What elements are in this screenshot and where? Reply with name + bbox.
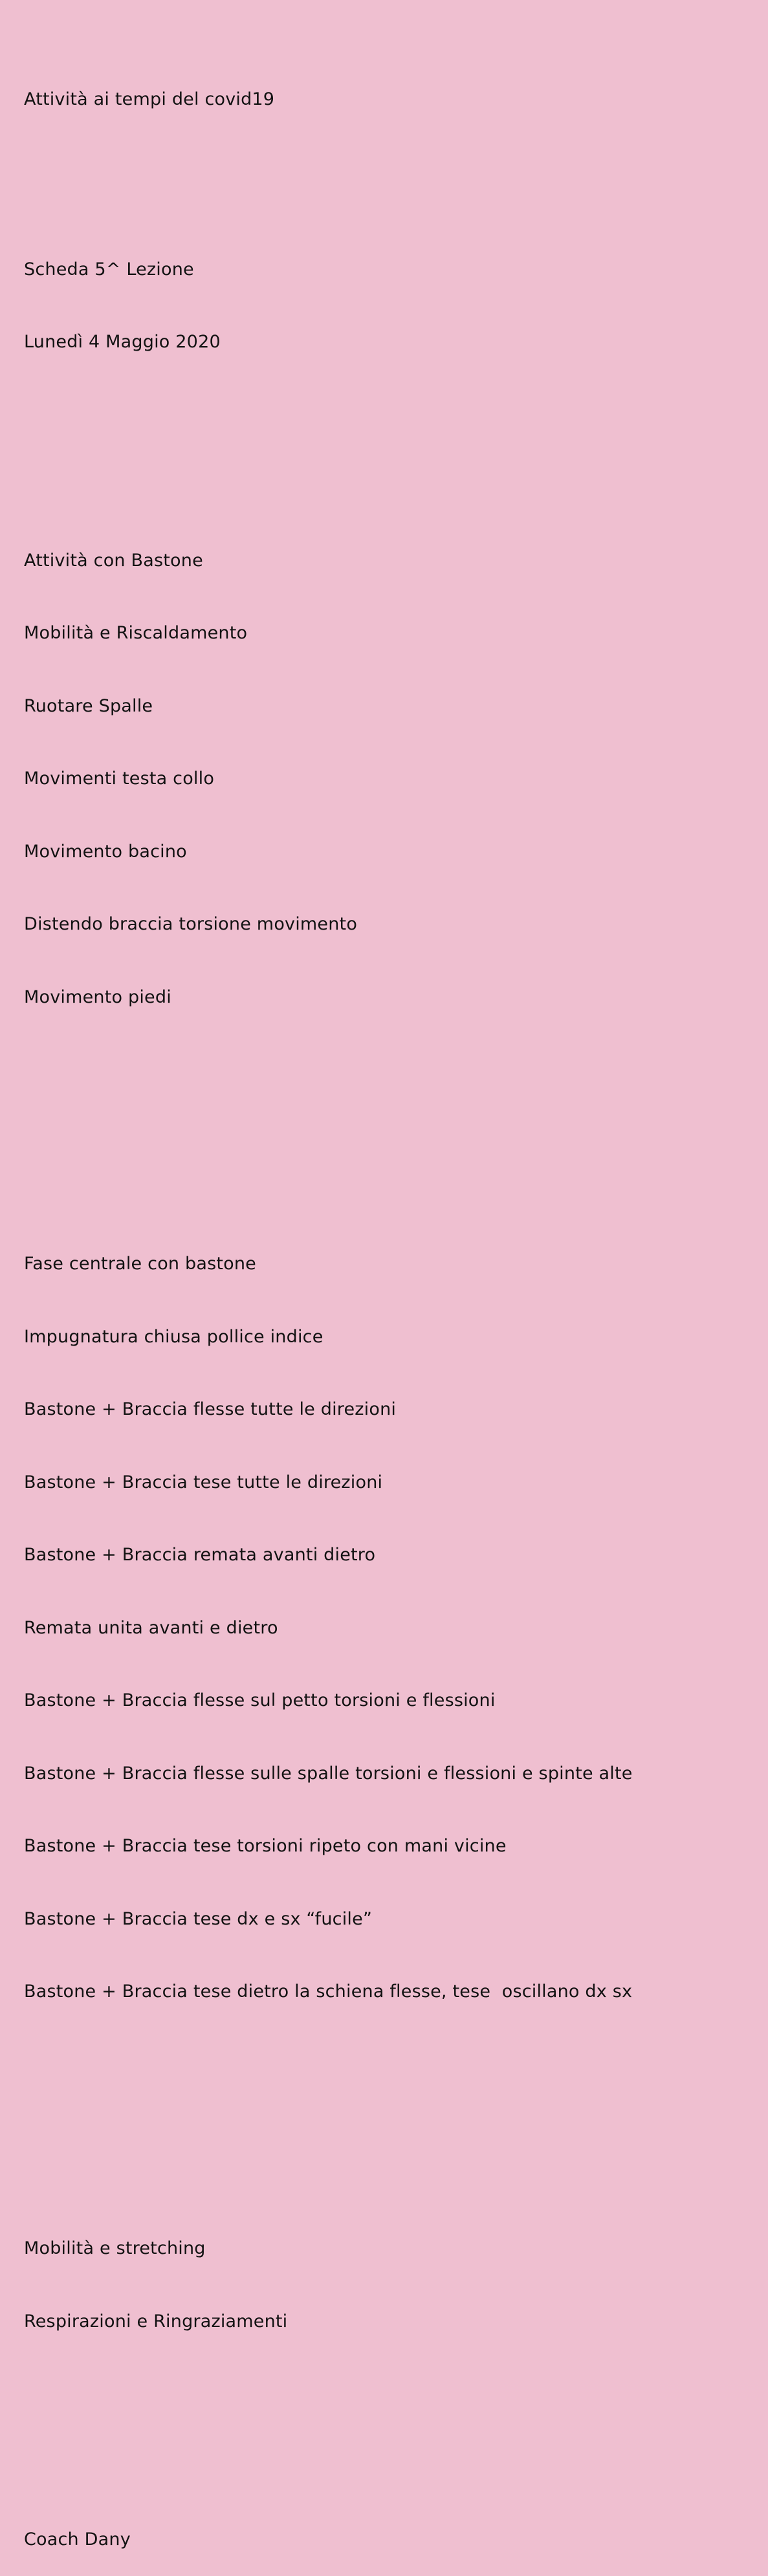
- central-line: Bastone + Braccia remata avanti dietro: [24, 1545, 376, 1565]
- central-line: Bastone + Braccia tese torsioni ripeto con mani vicine: [24, 1836, 507, 1856]
- central-line: Fase centrale con bastone: [24, 1254, 256, 1274]
- document-title: Attività ai tempi del covid19: [24, 89, 275, 109]
- central-line: Remata unita avanti e dietro: [24, 1617, 278, 1638]
- central-line: Bastone + Braccia tese dx e sx “fucile”: [24, 1908, 373, 1929]
- central-line: Bastone + Braccia tese tutte le direzioni: [24, 1472, 383, 1492]
- cooldown-line: Mobilità e stretching: [24, 2238, 206, 2258]
- signature: Coach Dany: [24, 2529, 131, 2549]
- cooldown-section: [24, 2188, 762, 2382]
- warmup-line: Attività con Bastone: [24, 550, 203, 571]
- document-body: [24, 39, 762, 2576]
- spacer: [24, 2430, 762, 2455]
- spacer: [24, 160, 762, 185]
- warmup-line: Movimento bacino: [24, 841, 187, 862]
- spacer: [24, 2101, 762, 2115]
- warmup-line: Movimento piedi: [24, 987, 171, 1007]
- cooldown-line: Respirazioni e Ringraziamenti: [24, 2311, 288, 2331]
- central-line: Impugnatura chiusa pollice indice: [24, 1326, 324, 1347]
- warmup-section: [24, 500, 762, 1058]
- session-date: Lunedì 4 Maggio 2020: [24, 332, 221, 352]
- warmup-line: Movimenti testa collo: [24, 769, 215, 789]
- session-label: Scheda 5^ Lezione: [24, 259, 194, 279]
- central-line: Bastone + Braccia tese dietro la schiena flesse, tese oscillano dx sx: [24, 1981, 633, 2002]
- central-line: Bastone + Braccia flesse sul petto torsioni e flessioni: [24, 1690, 496, 1710]
- warmup-line: Mobilità e Riscaldamento: [24, 623, 248, 643]
- central-section: [24, 1203, 762, 2053]
- central-line: Bastone + Braccia flesse tutte le direzioni: [24, 1399, 397, 1419]
- warmup-line: Ruotare Spalle: [24, 695, 153, 716]
- spacer: [24, 403, 762, 428]
- warmup-line: Distendo braccia torsione movimento: [24, 914, 358, 934]
- central-line: Bastone + Braccia flesse sulle spalle torsioni e flessioni e spinte alte: [24, 1763, 633, 1784]
- spacer: [24, 1106, 762, 1131]
